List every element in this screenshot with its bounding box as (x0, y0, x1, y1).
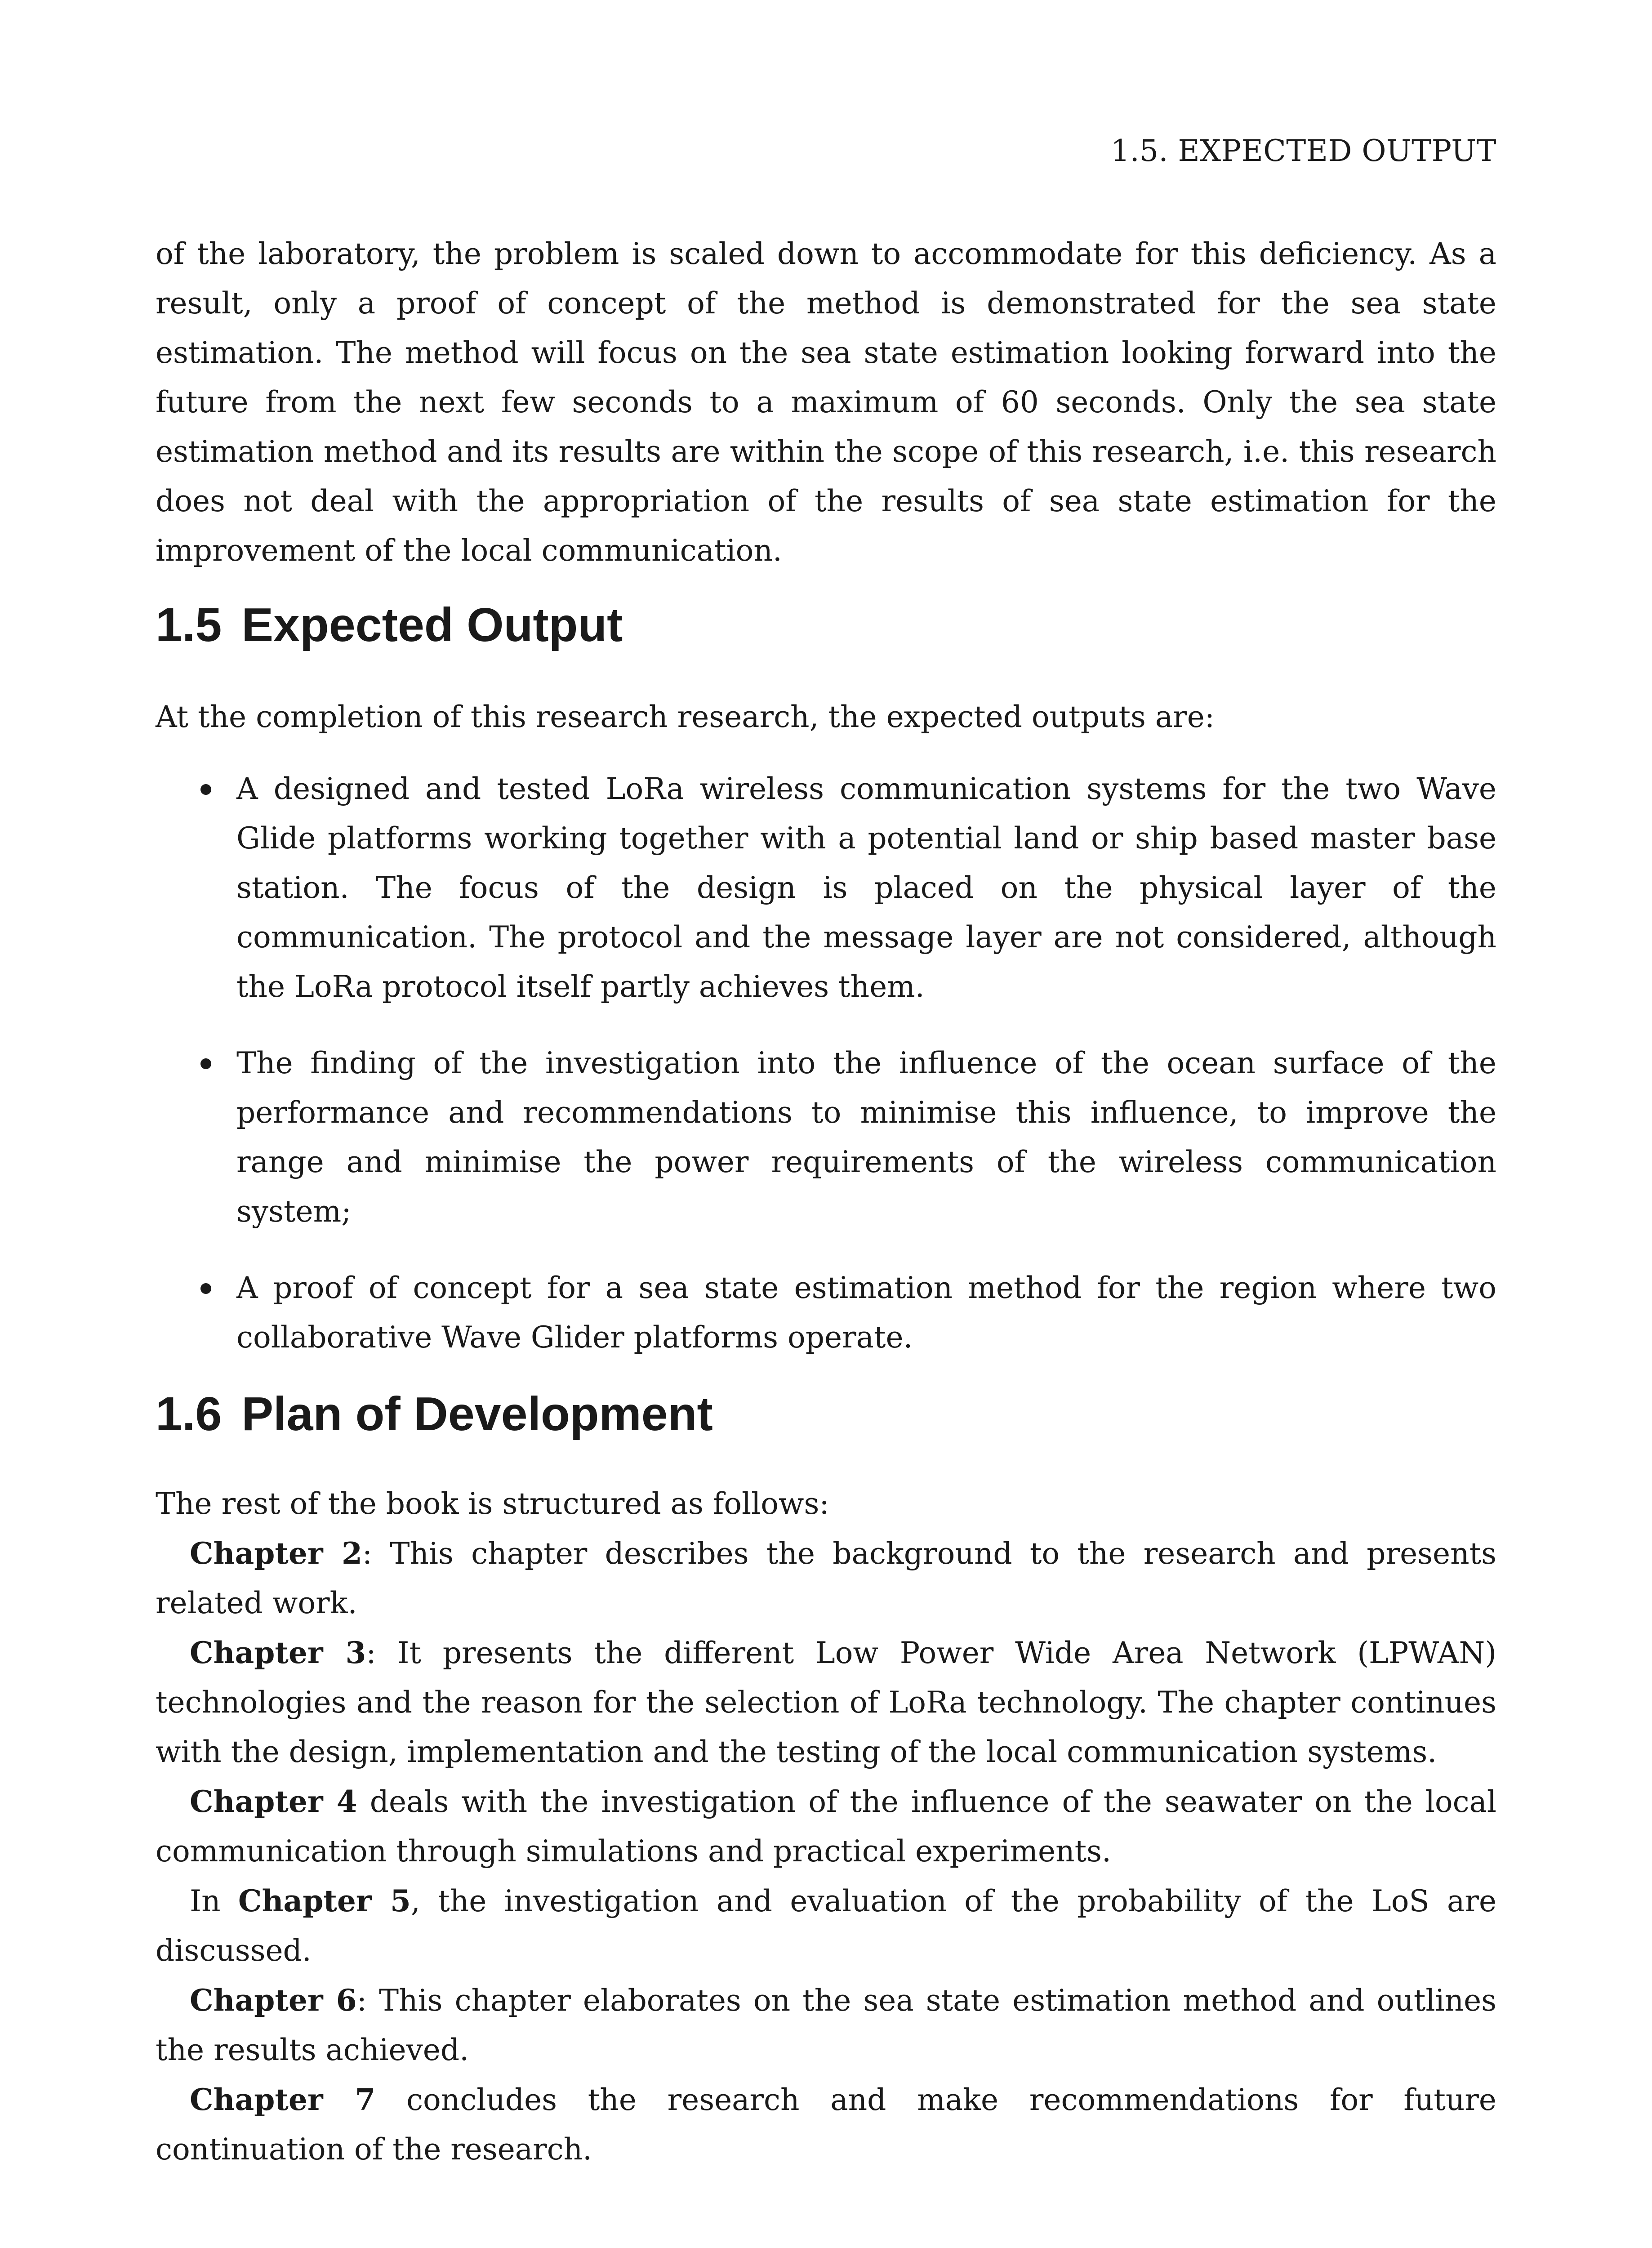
bullet-icon (200, 1058, 211, 1069)
chapter-label: Chapter 3 (190, 1635, 366, 1670)
chapter-paragraph (156, 1976, 1496, 2075)
section-title: Plan of Development (241, 1387, 713, 1441)
list-item-text: The finding of the investigation into the influence of the ocean surface of the performance and recommendations to minimise this influence, to improve the range and minimise the power requirements of the wireless communication system; (236, 1046, 1496, 1229)
intro-paragraph-block (156, 229, 1496, 575)
chapter-paragraph (156, 1529, 1496, 1628)
bullet-icon (200, 1283, 211, 1294)
intro-paragraph: of the laboratory, the problem is scaled down to accommodate for this deficiency. As a result, only a proof of concept of the method is demonstrated for the sea state estimation. The method will focus on the sea state estimation looking forward into the future from the next few seconds to a maximum of 60 seconds. Only the sea state estimation method and its results are within the scope of this research, i.e. this research does not deal with the appropriation of the results of sea state estimation for the improvement of the local communication. (156, 236, 1496, 568)
expected-output-list (156, 764, 1496, 1389)
chapter-description: : This chapter elaborates on the sea state estimation method and outlines the results achieved. (156, 1983, 1497, 2067)
chapter-label: Chapter 4 (190, 1784, 357, 1819)
chapter-description: deals with the investigation of the influence of the seawater on the local communication through simulations and practical experiments. (156, 1784, 1496, 1869)
chapter-paragraph (156, 1876, 1496, 1976)
section-heading-plan-of-development (156, 1383, 713, 1445)
chapter-label: Chapter 6 (190, 1983, 357, 2018)
chapter-prefix: In (190, 1884, 238, 1918)
section-number: 1.6 (156, 1387, 222, 1441)
list-item (156, 1263, 1496, 1362)
expected-output-lead-block (156, 692, 1496, 742)
chapter-description: concludes the research and make recommendations for future continuation of the research. (156, 2083, 1496, 2167)
plan-lead-block (156, 1479, 1496, 1529)
chapter-description: , the investigation and evaluation of the probability of the LoS are discussed. (156, 1884, 1497, 1968)
running-head: 1.5. EXPECTED OUTPUT (1111, 134, 1496, 168)
chapter-paragraph (156, 1777, 1496, 1876)
expected-output-lead: At the completion of this research research, the expected outputs are: (156, 700, 1215, 734)
plan-lead: The rest of the book is structured as follows: (156, 1486, 829, 1521)
chapter-list (156, 1529, 1496, 2174)
chapter-label: Chapter 7 (190, 2082, 376, 2117)
bullet-icon (200, 784, 211, 795)
list-item-text: A proof of concept for a sea state estimation method for the region where two collaborative Wave Glider platforms operate. (236, 1271, 1496, 1355)
chapter-paragraph (156, 2075, 1496, 2174)
section-number: 1.5 (156, 598, 222, 651)
section-heading-expected-output (156, 593, 623, 656)
list-item (156, 764, 1496, 1012)
list-item (156, 1039, 1496, 1236)
chapter-paragraph (156, 1628, 1496, 1777)
chapter-description: : This chapter describes the background to the research and presents related work. (156, 1536, 1496, 1620)
chapter-label: Chapter 5 (238, 1883, 411, 1918)
chapter-label: Chapter 2 (190, 1536, 362, 1571)
list-item-text: A designed and tested LoRa wireless communication systems for the two Wave Glide platforms working together with a potential land or ship based master base station. The focus of the design is placed on the physical layer of the communication. The protocol and the message layer are not considered, although the LoRa protocol itself partly achieves them. (236, 772, 1496, 1004)
section-title: Expected Output (241, 598, 623, 651)
chapter-description: : It presents the different Low Power Wide Area Network (LPWAN) technologies and the reason for the selection of LoRa technology. The chapter continues with the design, implementation and the testing of the local communication systems. (156, 1636, 1496, 1769)
